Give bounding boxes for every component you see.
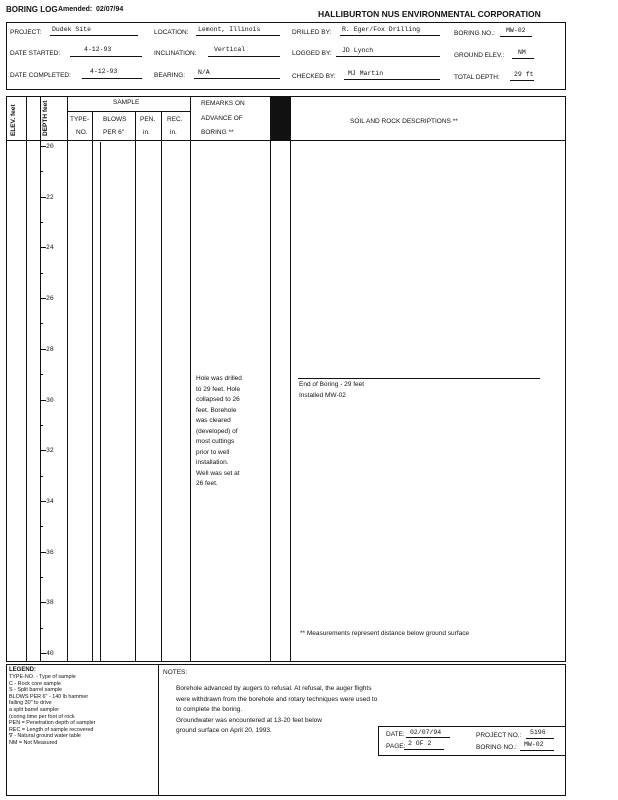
amended-date: 02/07/94 [96,6,124,13]
remarks-line: collapsed to 26 [196,396,240,403]
legend-line: REC = Length of sample recovered [9,726,94,733]
notes-line: Groundwater was encountered at 13-20 feet below [176,716,322,724]
notes-line: Borehole advanced by augers to refusal. At refusal, the auger flights [176,685,372,692]
remarks-line: Hole was drilled [196,375,242,382]
amended-label: Amended: [58,6,93,13]
end-of-boring: End of Boring - 29 feet [299,381,365,388]
measurement-footnote: ** Measurements represent distance below ground surface [300,630,470,637]
legend-line: C - Rock core sample [9,680,61,687]
installed-well: Installed MW-02 [299,392,346,399]
ground-elev-label: GROUND ELEV.: [454,52,505,59]
footer-boring-value: MW-02 [524,741,544,748]
remarks-line: 26 feet. [196,480,218,487]
drilled-label: DRILLED BY: [292,29,332,36]
page-label: PAGE: [386,743,406,750]
depth-label: 38 [46,599,54,607]
remarks-line: Well was set at [196,469,240,477]
type-header: TYPE- [70,116,90,123]
legend-line: PEN = Penetration depth of sampler [9,720,96,727]
location-label: LOCATION: [154,29,189,36]
depth-minor-tick [40,577,43,578]
notes-line: ground surface on April 20, 1993. [176,727,272,734]
depth-minor-tick [40,171,43,172]
logged-label: LOGGED BY: [292,50,332,57]
remarks-text [196,374,242,490]
depth-minor-tick [40,374,43,375]
footer-date-value: 02/07/94 [410,729,442,736]
depth-minor-tick [40,323,43,324]
remarks-line: installation. [196,459,229,466]
type-header-2: NO. [76,129,88,136]
footer-boring-label: BORING NO.: [476,744,517,751]
sample-header: SAMPLE [113,99,140,106]
notes-line: to complete the boring. [176,706,243,713]
company-name: HALLIBURTON NUS ENVIRONMENTAL CORPORATION [318,9,541,19]
checked-value: MJ Martin [348,70,384,77]
graphic-log-header [271,97,290,140]
legend-line: (coring time per foot of rock [9,713,75,720]
legend-title: LEGEND: [9,667,36,673]
soil-header: SOIL AND ROCK DESCRIPTIONS ** [350,118,458,125]
remarks-line: (developed) of [196,427,238,435]
depth-label: 40 [46,650,54,657]
rec-header-2: in. [170,129,177,136]
project-value: Dudek Site [52,26,92,33]
legend-line: S - Split barrel sample [9,687,63,694]
remarks-line: to 29 feet. Hole [196,385,241,393]
depth-minor-tick [40,628,43,629]
date-started-label: DATE STARTED: [10,50,61,57]
date-started-value: 4-12-93 [84,46,112,53]
depth-minor-tick [40,476,43,477]
project-no-label: PROJECT NO.: [476,732,522,739]
bearing-label: BEARING: [154,72,186,79]
total-depth-label: TOTAL DEPTH: [454,74,500,81]
depth-minor-tick [40,526,43,527]
project-label: PROJECT: [10,29,42,36]
legend-line: falling 30" to drive [9,700,52,707]
date-completed-value: 4-12-93 [90,68,118,75]
drilled-value: R. Eger/Fox Drilling [342,26,421,33]
depth-label: 32 [46,447,54,455]
legend-line: a split barrel sampler [9,707,60,713]
depth-label: 24 [46,244,54,252]
remarks-line: prior to well [196,448,230,456]
inclination-label: INCLINATION: [154,50,197,57]
depth-label: 30 [46,396,54,404]
pen-header: PEN. [140,116,156,123]
log-table [6,96,566,662]
logged-value: JD Lynch [342,47,374,54]
footer-date-label: DATE: [386,731,405,738]
remarks-header: REMARKS ON [201,100,245,107]
remarks-line: was cleared [196,417,231,424]
pen-header-2: in. [143,129,150,136]
legend-line: TYPE-NO. - Type of sample [9,674,76,680]
blows-header-2: PER 6" [103,129,125,136]
depth-header: DEPTH feet [42,100,49,136]
inclination-value: Vertical [214,46,246,53]
notes-text [176,684,377,737]
depth-label: 20 [46,143,54,150]
depth-minor-tick [40,222,43,223]
depth-label: 22 [46,193,54,201]
remarks-line: feet. Borehole [196,406,237,414]
depth-minor-tick [40,273,43,274]
depth-minor-tick [40,425,43,426]
legend-line: BLOWS PER 6" - 140 lb hammer [9,693,89,700]
form-title: BORING LOG [6,5,58,14]
legend-line: NM = Not Measured [9,740,58,746]
checked-label: CHECKED BY: [292,73,336,80]
bearing-value: N/A [198,69,210,76]
rec-header: REC. [167,116,183,123]
depth-label: 26 [46,295,54,303]
depth-label: 28 [46,345,54,353]
elev-header: ELEV. feet [10,104,17,136]
remarks-header-3: BORING ** [201,129,234,136]
boring-value: MW-02 [506,27,526,34]
total-depth-value: 29 ft [514,71,534,78]
page-value: 2 OF 2 [408,740,432,747]
remarks-line: most cuttings [196,438,235,445]
blows-header: BLOWS [103,116,127,123]
boring-label: BORING NO.: [454,30,495,37]
legend-line: ∇ - Natural ground water table [9,733,81,740]
depth-label: 36 [46,548,54,556]
ground-elev-value: NM [518,49,526,56]
notes-line: were withdrawn from the borehole and rotary techniques were used to [176,695,378,703]
notes-title: NOTES: [163,669,188,676]
depth-label: 34 [46,497,54,505]
project-no-value: 5196 [530,729,546,736]
remarks-header-2: ADVANCE OF [201,115,243,122]
date-completed-label: DATE COMPLETED: [10,72,71,79]
location-value: Lemont, Illinois [198,26,261,33]
